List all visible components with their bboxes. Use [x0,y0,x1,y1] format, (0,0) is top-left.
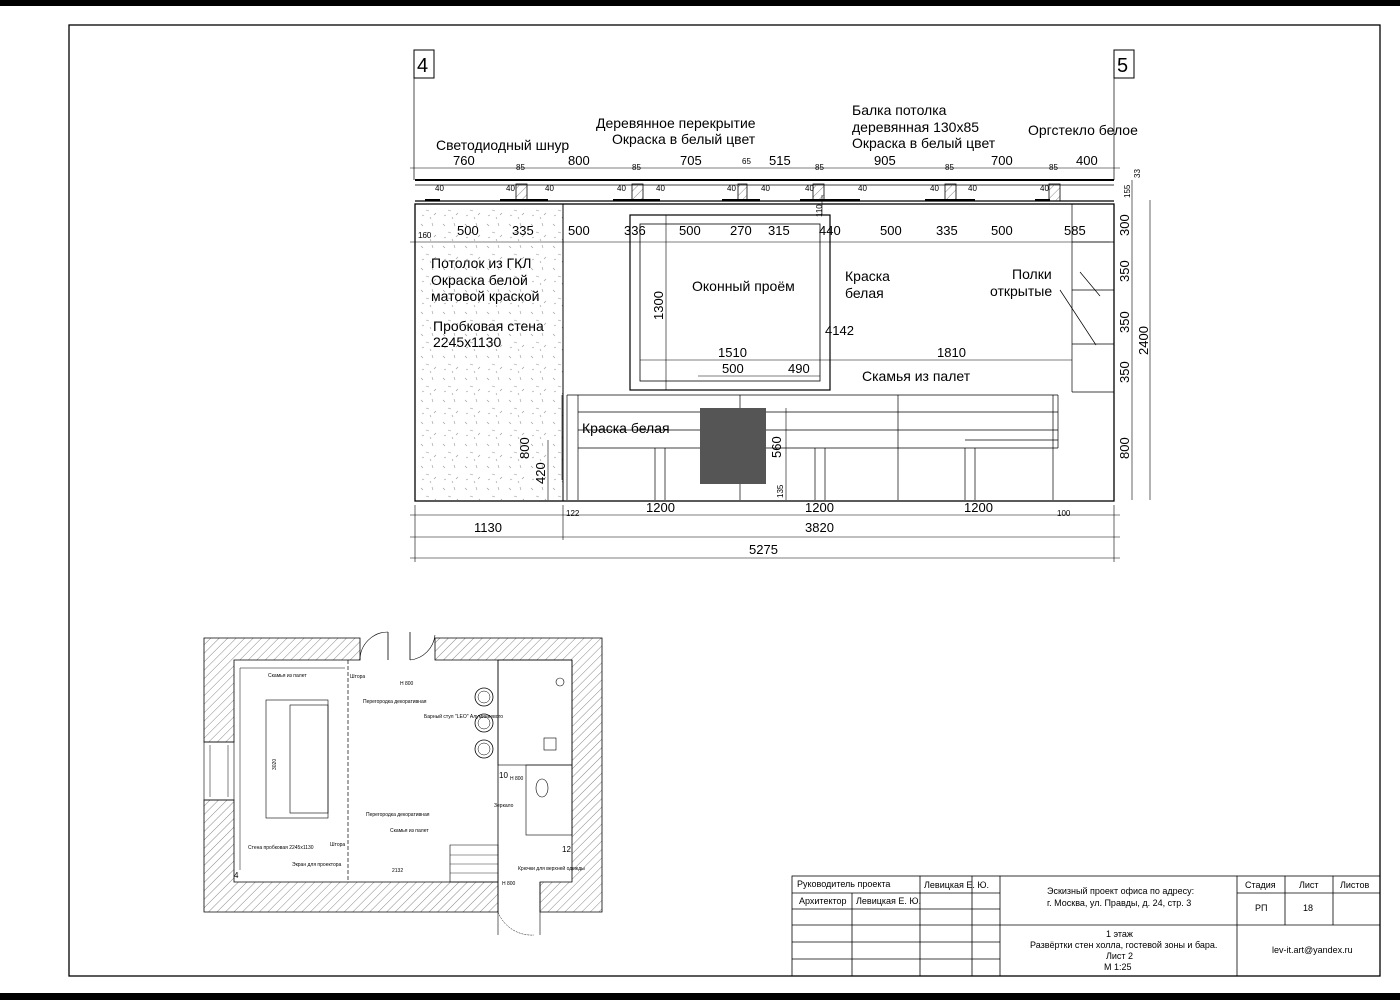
wood-ceiling-paint-label: Окраска в белый цвет [612,131,756,147]
beam [1049,184,1060,201]
dim-1510: 1510 [718,345,747,360]
dim-40: 40 [930,184,939,193]
cork-label: Пробковая стена [433,318,544,334]
tb-title-3: Лист 2 [1106,951,1134,961]
paint-white-wall-label: Краска белая [582,420,670,436]
tb-project-2: г. Москва, ул. Правды, д. 24, стр. 3 [1047,898,1192,908]
stairs [450,845,498,882]
plan-dim-3020: 3020 [272,758,278,770]
bar-stool [475,688,493,706]
paint-label: Краска [845,268,890,284]
plan-bench-label: Скамья из палет [268,673,307,679]
beam [813,184,824,201]
dim-row: 315 [768,223,790,238]
wood-ceiling-label: Деревянное перекрытие [596,115,756,131]
dim-40: 40 [617,184,626,193]
dim-40: 40 [761,184,770,193]
dim-row: 440 [819,223,841,238]
dim-800: 800 [517,437,532,459]
dim-500: 500 [722,361,744,376]
beam [632,184,643,201]
tb-title-1: 1 этаж [1106,929,1133,939]
dim-bottom: 122 [566,509,580,518]
dim-top: 515 [769,153,791,168]
plan-axis-10: 10 [499,771,508,780]
gkl-label: Потолок из ГКЛ [431,255,532,271]
dim-bottom: 100 [1057,509,1071,518]
dim-40: 40 [1040,184,1049,193]
plexi-label: Оргстекло белое [1028,122,1138,138]
dim-40: 40 [435,184,444,193]
dim-bottom: 1200 [646,500,675,515]
dim-4142: 4142 [825,323,854,338]
plan-shtora2-label: Штора [330,842,346,848]
shelves-open-label: открытые [990,283,1053,299]
pallet-bench [567,395,1058,500]
dim-right: 800 [1117,437,1132,459]
plan-h800-label-3: H 800 [510,776,524,782]
dim-top: 700 [991,153,1013,168]
dim-row: 336 [624,223,646,238]
plan-bench2-label: Скамья из палет [390,828,429,834]
plan-h800-label: H 800 [400,681,414,687]
led-label: Светодиодный шнур [436,137,570,153]
plan-cork-label: Стена пробковая 2245х1130 [248,845,314,851]
dim-row: 335 [512,223,534,238]
dim-top: 800 [568,153,590,168]
dim-85: 85 [632,163,641,172]
tb-sheets-header: Листов [1340,880,1370,890]
dim-1130: 1130 [474,520,502,535]
beam-size-label: деревянная 130х85 [852,119,980,135]
cork-size-label: 2245х1130 [433,334,502,350]
dim-right: 350 [1117,260,1132,282]
tb-pm-name: Левицкая Е. Ю. [924,880,989,890]
dim-40: 40 [968,184,977,193]
dim-top: 400 [1076,153,1098,168]
tb-arch-role: Архитектор [799,896,847,906]
shelves-label: Полки [1012,266,1052,282]
axis-label-4: 4 [417,55,429,77]
gkl-paint-label: Окраска белой [431,272,528,288]
beam [738,184,747,201]
bench-label: Скамья из палет [862,368,971,384]
dim-85: 85 [1049,163,1058,172]
dim-top: 705 [680,153,702,168]
tb-title-4: М 1:25 [1104,962,1132,972]
dim-top: 760 [453,153,475,168]
tb-arch-name: Левицкая Е. Ю. [856,896,921,906]
dim-40: 40 [858,184,867,193]
dim-right: 300 [1117,214,1132,236]
plan-partition-label: Перегородка декоративная [363,699,427,705]
tb-stage: РП [1255,903,1268,913]
dim-bottom: 1200 [805,500,834,515]
plan-bar-stool-label: Барный стул "LEO" Алуминиевого [424,714,504,720]
cork-wall [416,205,563,500]
dim-40: 40 [805,184,814,193]
dim-5275: 5275 [749,542,778,557]
dim-row: 500 [568,223,590,238]
plan-dim-2132: 2132 [392,868,404,874]
dim-110: 110 [815,204,824,217]
dim-3820: 3820 [805,520,834,535]
dim-1810: 1810 [937,345,966,360]
dim-40: 40 [506,184,515,193]
tb-sheet-header: Лист [1299,880,1319,890]
dim-420: 420 [533,462,548,484]
tb-email: lev-it.art@yandex.ru [1272,945,1353,955]
dim-160: 160 [418,231,432,240]
beam-label: Балка потолка [852,102,947,118]
dim-85: 85 [945,163,954,172]
plan-axis-4: 4 [234,871,239,880]
dim-row: 335 [936,223,958,238]
dim-40: 40 [727,184,736,193]
dim-row: 500 [679,223,701,238]
gkl-matte-label: матовой краской [431,288,540,304]
floor-plan [204,632,602,935]
plan-outer-walls [204,638,360,742]
tb-project-1: Эскизный проект офиса по адресу: [1047,886,1195,896]
plan-partition2-label: Перегородка декоративная [366,812,430,818]
dim-135: 135 [776,484,785,498]
dim-row: 500 [457,223,479,238]
plan-hooks-label: Крючки для верхней одежды [518,866,585,872]
dim-85: 85 [815,163,824,172]
dim-row: 270 [730,223,752,238]
dim-40: 40 [656,184,665,193]
beam-paint-label: Окраска в белый цвет [852,135,996,151]
dim-right: 350 [1117,311,1132,333]
dim-1300: 1300 [651,291,666,320]
axis-label-5: 5 [1117,55,1129,77]
beam [516,184,527,201]
dim-560: 560 [769,436,784,458]
tb-stage-header: Стадия [1245,880,1276,890]
dim-right: 350 [1117,361,1132,383]
dim-65: 65 [742,157,751,166]
dim-top: 905 [874,153,896,168]
plan-axis-12: 12 [562,845,571,854]
bar-stool [475,740,493,758]
dim-row: 585 [1064,223,1086,238]
dim-2400: 2400 [1136,326,1151,355]
plan-screen-label: Экран для проектора [292,862,342,868]
paint-white-label: белая [845,285,884,301]
beam [945,184,956,201]
dim-row: 500 [880,223,902,238]
window-label: Оконный проём [692,278,795,294]
dim-bottom: 1200 [964,500,993,515]
tb-title-2: Развёртки стен холла, гостевой зоны и бара. [1030,940,1218,950]
dim-155: 155 [1123,184,1132,198]
tb-sheet: 18 [1303,903,1314,913]
plan-h800-label-2: H 800 [502,881,516,887]
tb-pm-role: Руководитель проекта [797,879,891,889]
dim-85: 85 [516,163,525,172]
dim-490: 490 [788,361,810,376]
sheet-top-bar [0,0,1400,6]
sheet-bottom-bar [0,993,1400,1000]
dim-row: 500 [991,223,1013,238]
wc [526,765,572,835]
plan-mirror-label: Зеркало [494,803,514,809]
plan-shtora-label: Штора [350,674,366,680]
bar-counter [498,660,572,765]
dark-panel [700,408,766,484]
dim-40: 40 [545,184,554,193]
dim-33: 33 [1133,169,1142,178]
